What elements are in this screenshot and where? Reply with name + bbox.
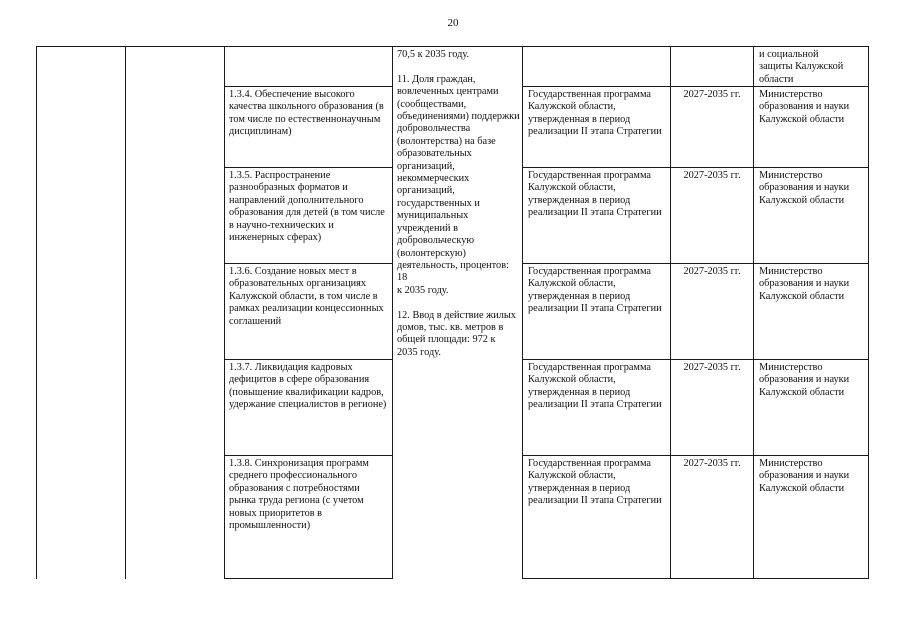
measure-cell: 1.3.6. Создание новых мест в образовательных организациях Калужской области, в том числе в рамках реализации концессионных соглашений: [229, 266, 384, 327]
row-divider-5a: [224, 455, 393, 456]
measure-cell: 1.3.8. Синхронизация программ среднего профессионального образования с потребностями рынка труда региона (с учетом новых приоритетов в промышленности): [229, 458, 369, 532]
row-divider-6a: [224, 578, 393, 579]
column-divider-6: [753, 46, 754, 579]
column-divider-1: [125, 46, 126, 579]
responsible-cell: Министерство образования и науки Калужской области: [759, 266, 850, 302]
program-cell: Государственная программа Калужской области, утвержденная в период реализации II этапа Стратегии: [528, 362, 662, 411]
program-cell: Государственная программа Калужской области, утвержденная в период реализации II этапа Стратегии: [528, 266, 662, 315]
row-divider-5b: [522, 455, 869, 456]
page-number: 20: [447, 17, 459, 29]
period-cell: 2027-2035 гг.: [683, 170, 741, 181]
responsible-cell: Министерство образования и науки Калужской области: [759, 458, 850, 494]
period-cell: 2027-2035 гг.: [683, 458, 741, 469]
program-cell: Государственная программа Калужской области, утвержденная в период реализации II этапа Стратегии: [528, 170, 662, 219]
indicators-cell: 70,5 к 2035 году. 11. Доля граждан, вовлеченных центрами (сообществами, объединениями) поддержки добровольчества (волонтерства) на базе образовательных организаций, некоммерческих организаций, государственных и муниципальных учреждений в добровольческую (волонтерскую) деятельность, процентов: 18 к 2035 году. 12. Ввод в действие жилых домов, тыс. кв. метров в общей площади: 972 к 2035 году.: [397, 49, 520, 358]
column-divider-3: [392, 46, 393, 579]
measure-cell: 1.3.4. Обеспечение высокого качества школьного образования (в том числе по естественнонаучным дисциплинам): [229, 89, 384, 138]
period-cell: 2027-2035 гг.: [683, 266, 741, 277]
row-divider-1a: [224, 86, 393, 87]
measure-cell: 1.3.5. Распространение разнообразных форматов и направлений дополнительного образования для детей (в том числе в научно-технических и инженерных сферах): [229, 170, 385, 244]
row-divider-4a: [224, 359, 393, 360]
period-cell: 2027-2035 гг.: [683, 89, 741, 100]
period-cell: 2027-2035 гг.: [683, 362, 741, 373]
program-cell: Государственная программа Калужской области, утвержденная в период реализации II этапа Стратегии: [528, 89, 662, 138]
program-cell: Государственная программа Калужской области, утвержденная в период реализации II этапа Стратегии: [528, 458, 662, 507]
row-divider-2a: [224, 167, 393, 168]
table-border-left: [36, 46, 37, 579]
row-divider-2b: [522, 167, 869, 168]
responsible-cell: Министерство образования и науки Калужской области: [759, 362, 850, 398]
column-divider-2: [224, 46, 225, 579]
column-divider-5: [670, 46, 671, 579]
responsible-cell-continued: и социальной защиты Калужской области: [759, 49, 844, 85]
table-border-right: [868, 46, 869, 579]
row-divider-6b: [522, 578, 869, 579]
row-divider-3a: [224, 263, 393, 264]
table-border-top: [36, 46, 869, 47]
row-divider-3b: [522, 263, 869, 264]
responsible-cell: Министерство образования и науки Калужской области: [759, 89, 850, 125]
measure-cell: 1.3.7. Ликвидация кадровых дефицитов в сфере образования (повышение квалификации кадров, удержание специалистов в регионе): [229, 362, 387, 411]
responsible-cell: Министерство образования и науки Калужской области: [759, 170, 850, 206]
column-divider-4: [522, 46, 523, 579]
row-divider-4b: [522, 359, 869, 360]
